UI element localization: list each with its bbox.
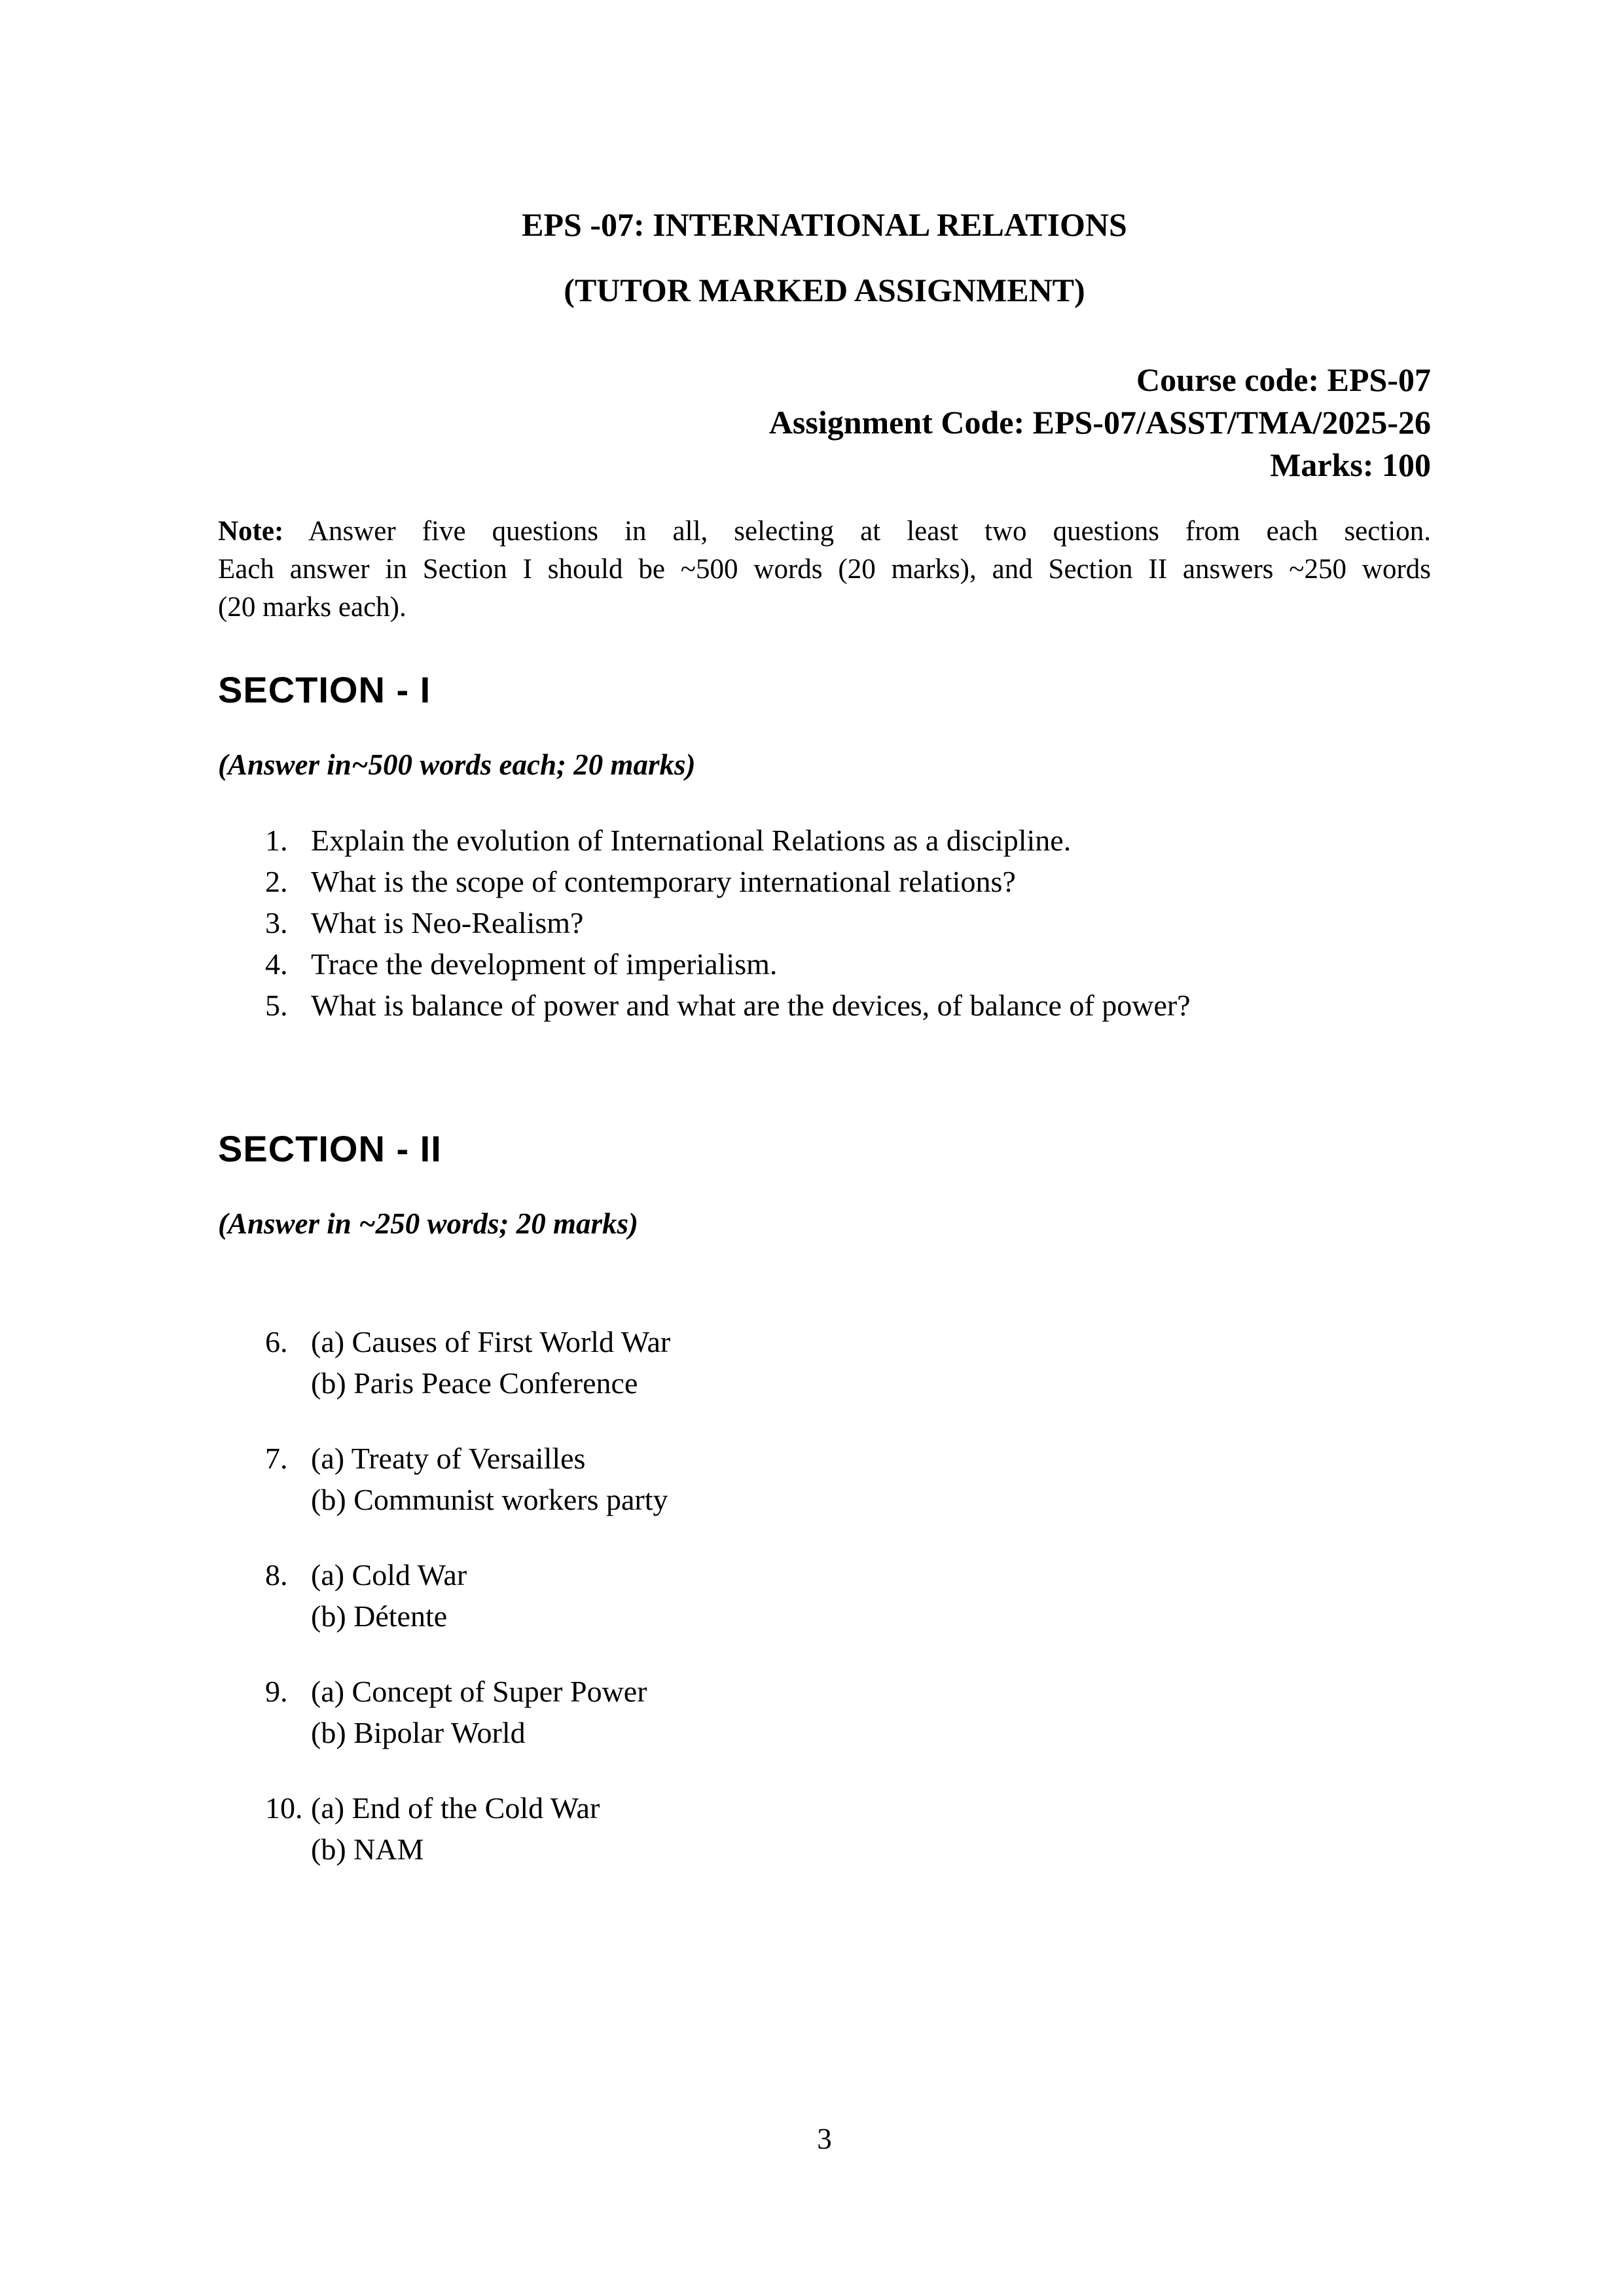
question-text: What is Neo-Realism? [311,906,584,939]
assignment-code: Assignment Code: EPS-07/ASST/TMA/2025-26 [768,404,1431,441]
question-8 [265,1554,1431,1637]
question-6 [265,1321,1431,1404]
section-2-question-list [265,1321,1431,1870]
question-3 [265,902,1431,943]
question-text [311,1554,1431,1637]
document-subtitle: (TUTOR MARKED ASSIGNMENT) [564,272,1085,308]
question-text: Trace the development of imperialism. [311,947,778,981]
document-content [218,0,1431,1870]
section-1-heading: SECTION - I [218,669,431,710]
question-number: 5. [265,989,288,1022]
section-1 [218,668,1431,1026]
course-code: Course code: EPS-07 [1136,361,1431,398]
note-line: (20 marks each). [218,592,406,623]
note-label: Note: [218,516,284,547]
page-number: 3 [817,2123,832,2155]
question-number: 7. [265,1442,288,1475]
question-part-b: (b) Paris Peace Conference [311,1366,638,1400]
question-4 [265,943,1431,985]
section-1-instruction: (Answer in~500 words each; 20 marks) [218,748,696,781]
question-5 [265,985,1431,1026]
question-part-b: (b) Bipolar World [311,1716,526,1749]
question-text [311,1438,1431,1520]
question-number: 2. [265,865,288,898]
question-number: 4. [265,947,288,981]
marks-total: Marks: 100 [1270,446,1431,483]
question-text: What is the scope of contemporary international relations? [311,865,1016,898]
question-part-b: (b) Communist workers party [311,1483,668,1516]
question-number: 1. [265,824,288,857]
question-part-a: (a) End of the Cold War [311,1791,600,1825]
assignment-meta [218,359,1431,486]
note-line [218,513,1431,551]
document-title: EPS -07: INTERNATIONAL RELATIONS [522,206,1127,243]
note-line: Each answer in Section I should be ~500 words (20 marks), and Section II answers ~250 words [218,554,1431,585]
section-2-heading: SECTION - II [218,1128,442,1169]
question-number: 8. [265,1558,288,1592]
question-1 [265,820,1431,861]
section-1-question-list [265,820,1431,1026]
question-part-a: (a) Cold War [311,1558,467,1592]
question-part-a: (a) Concept of Super Power [311,1675,647,1708]
question-number: 9. [265,1675,288,1708]
section-2 [218,1127,1431,1870]
question-7 [265,1438,1431,1520]
question-text: Explain the evolution of International Relations as a discipline. [311,824,1072,857]
question-text [311,1787,1431,1870]
note-text: Answer five questions in all, selecting at least two questions from each section. [308,516,1431,547]
question-text: What is balance of power and what are the devices, of balance of power? [311,989,1191,1022]
question-9 [265,1671,1431,1753]
question-part-b: (b) NAM [311,1832,424,1866]
note-paragraph [218,513,1431,627]
question-10 [265,1787,1431,1870]
question-number: 3. [265,906,288,939]
question-text [311,1321,1431,1404]
question-part-a: (a) Causes of First World War [311,1325,671,1358]
question-text [311,1671,1431,1753]
section-2-instruction: (Answer in ~250 words; 20 marks) [218,1207,638,1240]
question-number: 6. [265,1325,288,1358]
question-part-a: (a) Treaty of Versailles [311,1442,586,1475]
question-2 [265,861,1431,902]
question-number: 10. [265,1791,303,1825]
question-part-b: (b) Détente [311,1599,448,1633]
